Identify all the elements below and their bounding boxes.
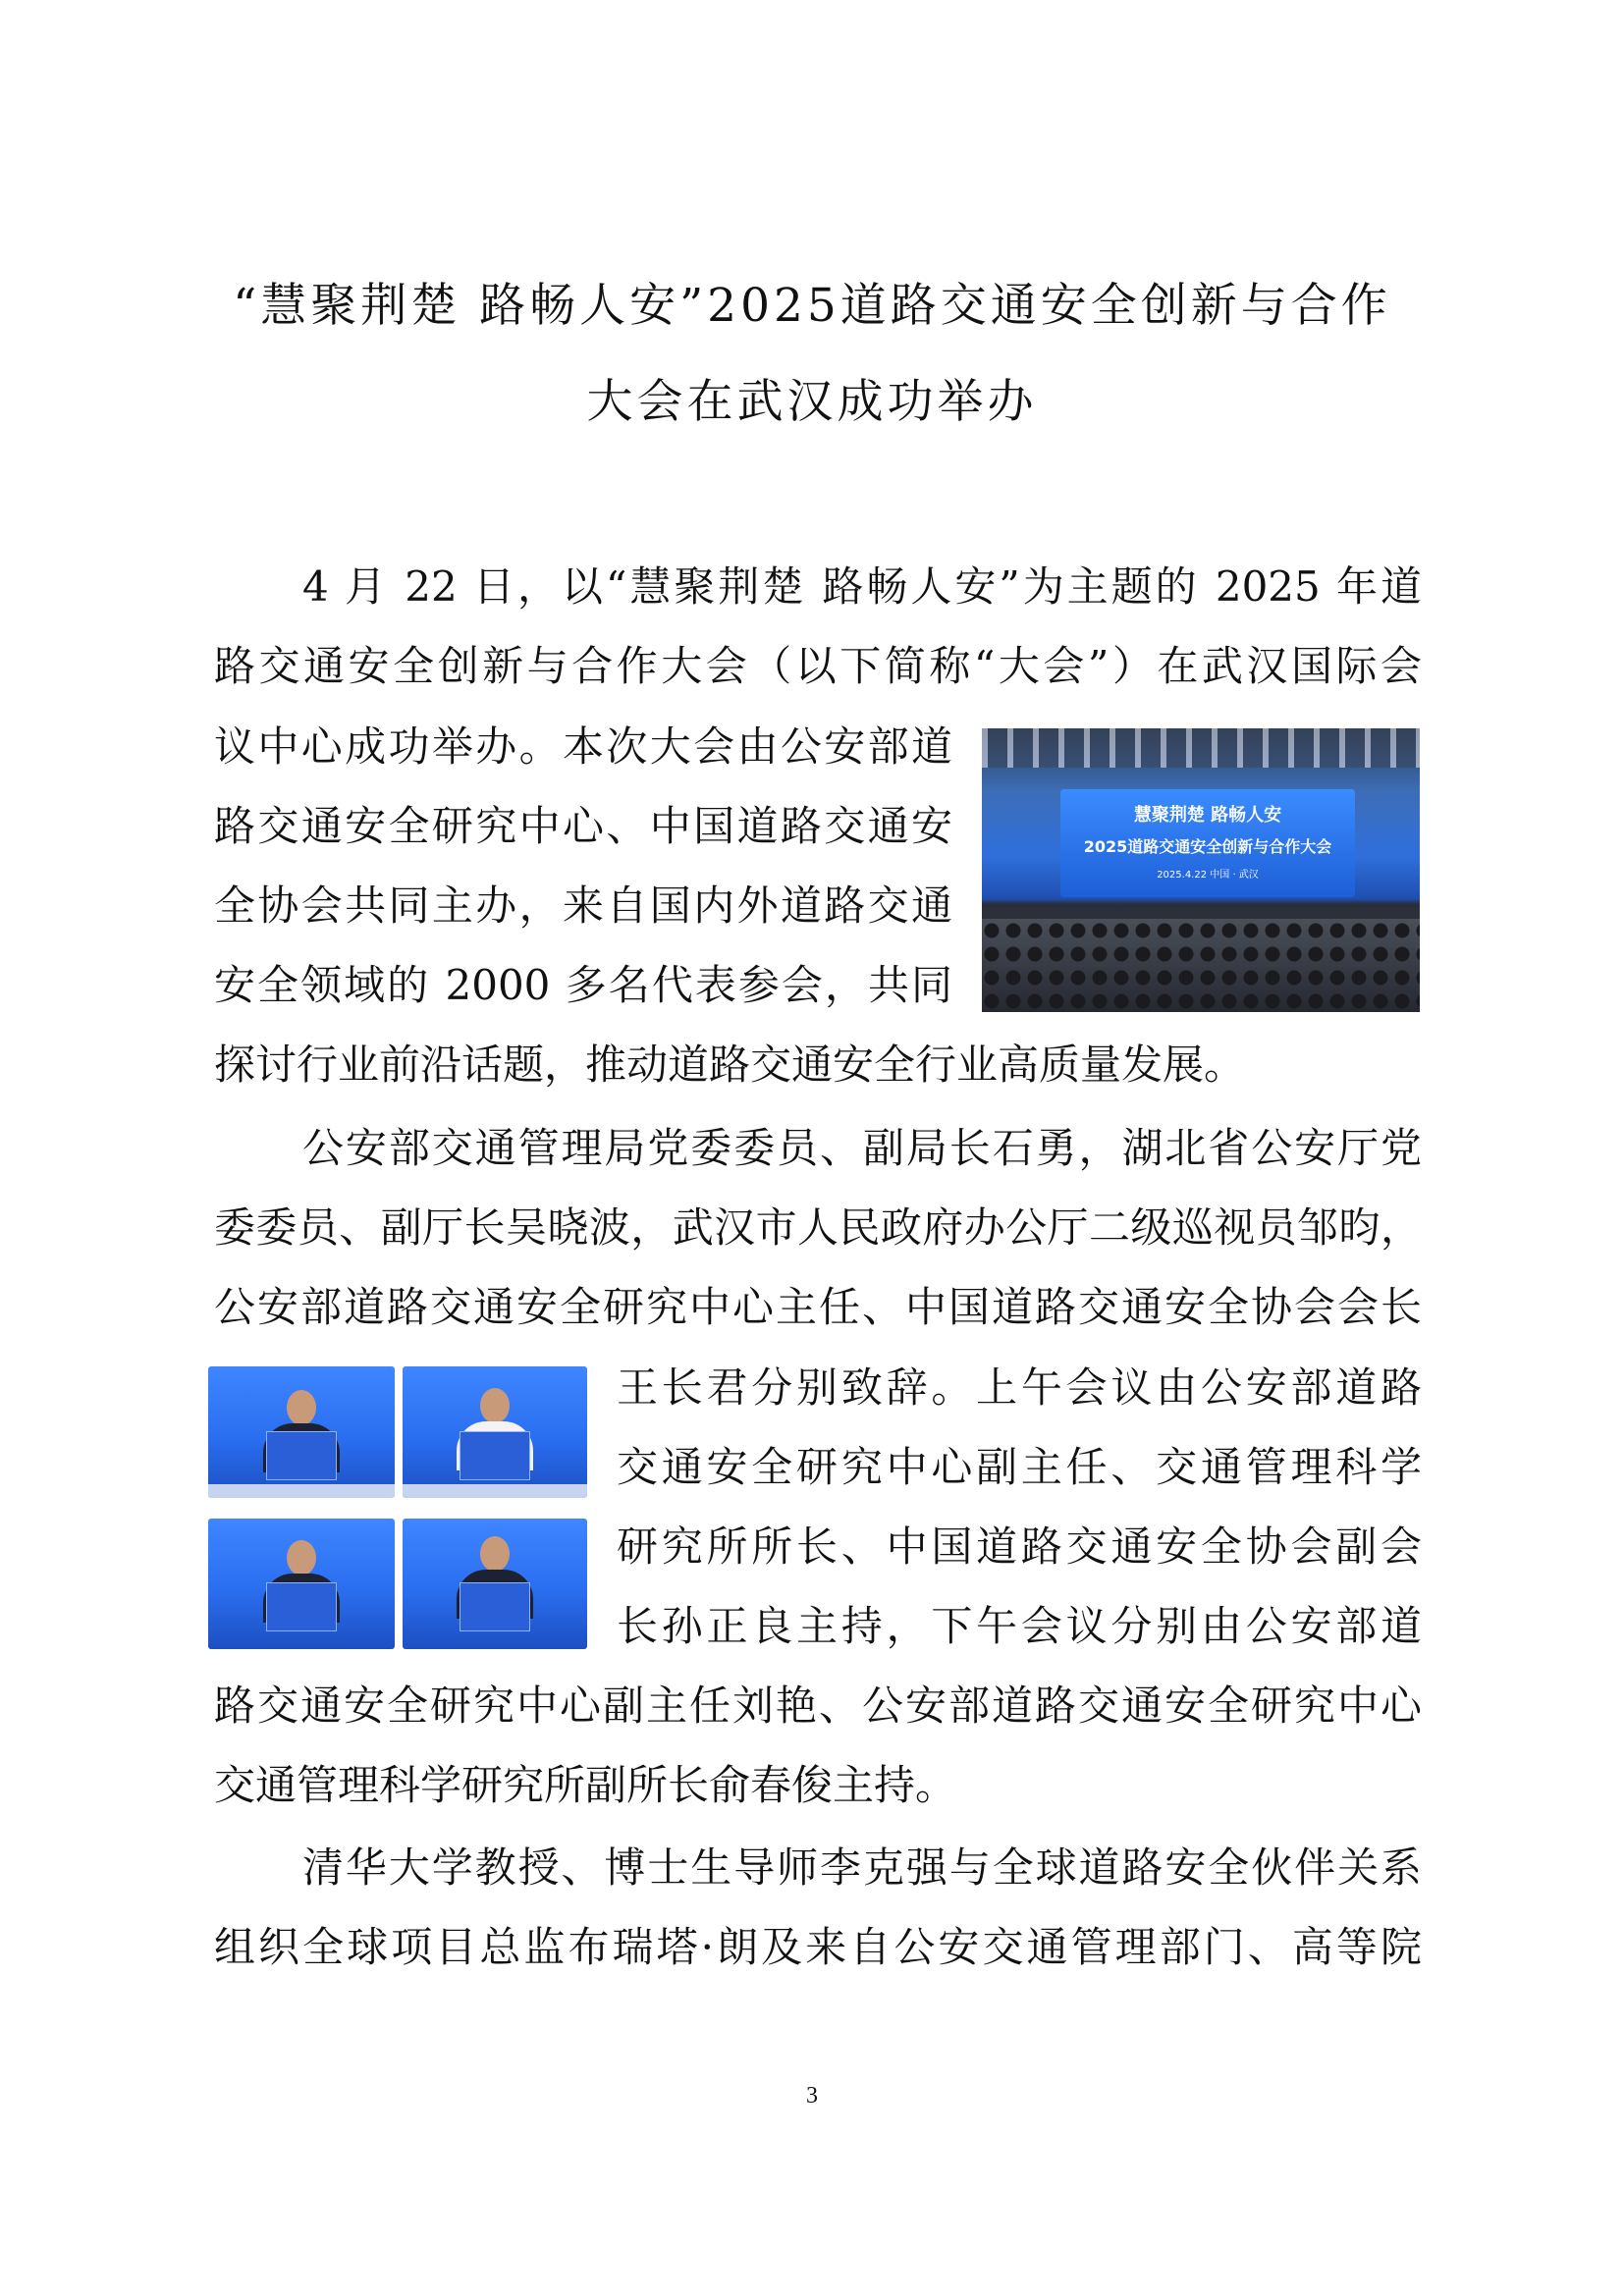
paragraph-2-line: 委委员、副厅长吴晓波，武汉市人民政府办公厅二级巡视员邹昀，: [214, 1203, 1422, 1252]
paragraph-2-line: 公安部交通管理局党委委员、副局长石勇，湖北省公安厅党: [302, 1124, 1422, 1172]
paragraph-1-line: 路交通安全研究中心、中国道路交通安: [214, 802, 952, 850]
page-number: 3: [806, 2083, 818, 2109]
banner-slogan: 慧聚荆楚 路畅人安: [1133, 805, 1282, 826]
podium: [460, 1431, 530, 1480]
speaker-head: [287, 1390, 316, 1425]
paragraph-3-line: 组织全球项目总监布瑞塔·朗及来自公安交通管理部门、高等院: [214, 1923, 1422, 1971]
paragraph-2-line: 王长君分别致辞。上午会议由公安部道路: [617, 1363, 1422, 1412]
podium: [266, 1582, 337, 1631]
paragraph-1-line: 探讨行业前沿话题，推动道路交通安全行业高质量发展。: [214, 1041, 1246, 1089]
speaker-head: [287, 1540, 316, 1575]
banner-title: 2025道路交通安全创新与合作大会: [1083, 837, 1332, 856]
paragraph-1-line: 全协会共同主办，来自国内外道路交通: [214, 881, 952, 930]
audience: [982, 919, 1420, 1012]
podium: [266, 1431, 337, 1480]
banner-date: 2025.4.22 中国 · 武汉: [1157, 870, 1259, 881]
speaker-head: [480, 1388, 510, 1423]
paragraph-2-line: 长孙正良主持，下午会议分别由公安部道: [617, 1602, 1422, 1650]
speaker-photo: [208, 1366, 395, 1498]
speaker-photo: [403, 1519, 587, 1649]
podium: [460, 1582, 530, 1631]
conference-hall-photo: [982, 728, 1420, 1012]
ceiling-lights: [982, 728, 1420, 768]
photo-caption-strip: [403, 1484, 587, 1498]
speaker-photo: [208, 1519, 395, 1649]
stage-screen: [1060, 789, 1355, 897]
title-line-1: “慧聚荆楚 路畅人安”2025道路交通安全创新与合作: [233, 279, 1391, 333]
speaker-photo: [403, 1366, 587, 1498]
title-line-2: 大会在武汉成功举办: [586, 375, 1038, 429]
paragraph-1-line: 安全领域的 2000 多名代表参会，共同: [214, 961, 952, 1009]
paragraph-2-line: 公安部道路交通安全研究中心主任、中国道路交通安全协会会长: [214, 1283, 1422, 1331]
paragraph-1-line: 议中心成功举办。本次大会由公安部道: [214, 722, 952, 771]
paragraph-2-line: 路交通安全研究中心副主任刘艳、公安部道路交通安全研究中心: [214, 1682, 1422, 1730]
photo-caption-strip: [208, 1484, 395, 1498]
paragraph-3-line: 清华大学教授、博士生导师李克强与全球道路安全伙伴关系: [302, 1843, 1422, 1892]
paragraph-1-line: 路交通安全创新与合作大会（以下简称“大会”）在武汉国际会: [214, 642, 1422, 690]
paragraph-2-line: 交通管理科学研究所副所长俞春俊主持。: [214, 1761, 957, 1809]
paragraph-1-line: 4 月 22 日，以“慧聚荆楚 路畅人安”为主题的 2025 年道: [302, 562, 1422, 611]
paragraph-2-line: 交通安全研究中心副主任、交通管理科学: [617, 1443, 1422, 1491]
paragraph-2-line: 研究所所长、中国道路交通安全协会副会: [617, 1522, 1422, 1571]
speaker-head: [480, 1536, 510, 1572]
